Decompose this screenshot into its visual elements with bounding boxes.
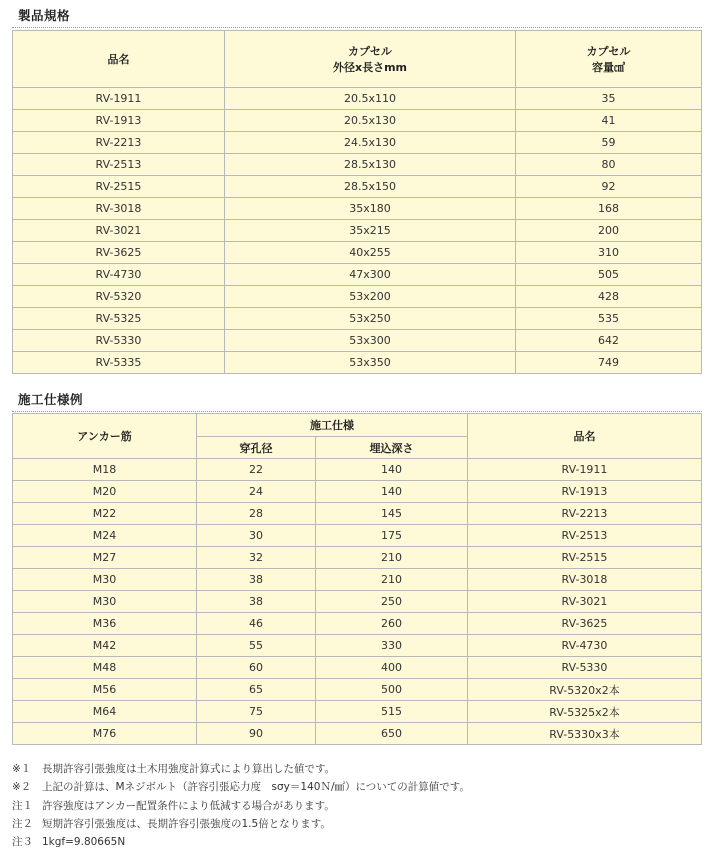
product-name-cell: RV-5320x2本	[468, 679, 702, 701]
capsule-capacity-cell: 642	[516, 330, 702, 352]
capsule-capacity-cell: 41	[516, 110, 702, 132]
table-row	[13, 657, 702, 679]
embed-depth-cell: 650	[316, 723, 468, 745]
note-item	[12, 778, 702, 796]
header-capacity	[516, 31, 702, 88]
anchor-cell: M76	[13, 723, 197, 745]
embed-depth-cell: 260	[316, 613, 468, 635]
table-row	[13, 481, 702, 503]
table-row	[13, 591, 702, 613]
table-row	[13, 286, 702, 308]
capsule-size-cell: 53x250	[225, 308, 516, 330]
product-name-cell: RV-1911	[468, 459, 702, 481]
anchor-cell: M64	[13, 701, 197, 723]
header-construction-spec: 施工仕様	[197, 414, 468, 437]
header-hole-diameter: 穿孔径	[197, 437, 316, 459]
product-name-cell: RV-5330	[13, 330, 225, 352]
hole-diameter-cell: 30	[197, 525, 316, 547]
embed-depth-cell: 145	[316, 503, 468, 525]
embed-depth-cell: 140	[316, 459, 468, 481]
embed-depth-cell: 515	[316, 701, 468, 723]
table-row	[13, 242, 702, 264]
note-mark: ※１	[12, 763, 32, 775]
table-row	[13, 525, 702, 547]
note-text: 短期許容引張強度は、長期許容引張強度の1.5倍となります。	[42, 817, 331, 830]
product-name-cell: RV-2513	[13, 154, 225, 176]
anchor-cell: M20	[13, 481, 197, 503]
product-name-cell: RV-5325	[13, 308, 225, 330]
note-item	[12, 833, 702, 851]
table-row	[13, 176, 702, 198]
hole-diameter-cell: 65	[197, 679, 316, 701]
embed-depth-cell: 210	[316, 569, 468, 591]
product-name-cell: RV-2515	[468, 547, 702, 569]
table-row	[13, 459, 702, 481]
anchor-cell: M30	[13, 569, 197, 591]
anchor-cell: M27	[13, 547, 197, 569]
embed-depth-cell: 250	[316, 591, 468, 613]
product-name-cell: RV-2213	[13, 132, 225, 154]
anchor-cell: M22	[13, 503, 197, 525]
hole-diameter-cell: 75	[197, 701, 316, 723]
product-name-cell: RV-1913	[13, 110, 225, 132]
note-text: 1kgf=9.80665N	[42, 836, 126, 849]
header-capsule-line2: 外径x長さmm	[332, 61, 408, 74]
table-row	[13, 352, 702, 374]
header-embed-depth: 埋込深さ	[316, 437, 468, 459]
header-capsule-line1: カプセル	[348, 45, 392, 58]
table-row	[13, 701, 702, 723]
capsule-capacity-cell: 92	[516, 176, 702, 198]
capsule-capacity-cell: 428	[516, 286, 702, 308]
capsule-size-cell: 20.5x130	[225, 110, 516, 132]
capsule-capacity-cell: 59	[516, 132, 702, 154]
product-name-cell: RV-5325x2本	[468, 701, 702, 723]
header-anchor: アンカー筋	[13, 414, 197, 459]
header-product-name: 品名	[468, 414, 702, 459]
table-row	[13, 635, 702, 657]
table-row	[13, 88, 702, 110]
anchor-cell: M42	[13, 635, 197, 657]
capsule-capacity-cell: 749	[516, 352, 702, 374]
table-row	[13, 154, 702, 176]
table-row	[13, 330, 702, 352]
hole-diameter-cell: 32	[197, 547, 316, 569]
embed-depth-cell: 400	[316, 657, 468, 679]
product-name-cell: RV-5330x3本	[468, 723, 702, 745]
capsule-capacity-cell: 200	[516, 220, 702, 242]
table-row	[13, 220, 702, 242]
capsule-size-cell: 53x300	[225, 330, 516, 352]
product-name-cell: RV-5330	[468, 657, 702, 679]
product-name-cell: RV-3625	[13, 242, 225, 264]
table-row	[13, 723, 702, 745]
hole-diameter-cell: 90	[197, 723, 316, 745]
anchor-cell: M48	[13, 657, 197, 679]
note-item	[12, 797, 702, 815]
note-text: 許容強度はアンカー配置条件により低減する場合があります。	[42, 799, 335, 812]
hole-diameter-cell: 22	[197, 459, 316, 481]
product-name-cell: RV-3625	[468, 613, 702, 635]
note-mark: 注１	[12, 799, 33, 812]
anchor-cell: M24	[13, 525, 197, 547]
header-capacity-line1: カプセル	[586, 45, 631, 58]
hole-diameter-cell: 60	[197, 657, 316, 679]
capsule-capacity-cell: 505	[516, 264, 702, 286]
header-capacity-line2: 容量㎤	[592, 61, 625, 74]
anchor-cell: M36	[13, 613, 197, 635]
anchor-cell: M56	[13, 679, 197, 701]
capsule-size-cell: 28.5x150	[225, 176, 516, 198]
table-row	[13, 110, 702, 132]
capsule-size-cell: 24.5x130	[225, 132, 516, 154]
product-name-cell: RV-5335	[13, 352, 225, 374]
hole-diameter-cell: 38	[197, 591, 316, 613]
embed-depth-cell: 175	[316, 525, 468, 547]
product-name-cell: RV-3018	[468, 569, 702, 591]
table-row	[13, 569, 702, 591]
table-row	[13, 132, 702, 154]
note-text: 長期許容引張強度は土木用強度計算式により算出した値です。	[42, 763, 336, 775]
capsule-capacity-cell: 80	[516, 154, 702, 176]
product-spec-table	[12, 30, 702, 374]
product-name-cell: RV-4730	[468, 635, 702, 657]
product-name-cell: RV-1911	[13, 88, 225, 110]
note-mark: ※２	[12, 781, 32, 794]
header-capsule-size	[225, 31, 516, 88]
capsule-capacity-cell: 168	[516, 198, 702, 220]
note-mark: 注３	[12, 836, 33, 849]
capsule-capacity-cell: 535	[516, 308, 702, 330]
capsule-size-cell: 53x350	[225, 352, 516, 374]
table-row	[13, 503, 702, 525]
hole-diameter-cell: 55	[197, 635, 316, 657]
capsule-size-cell: 47x300	[225, 264, 516, 286]
embed-depth-cell: 330	[316, 635, 468, 657]
note-item	[12, 760, 702, 778]
hole-diameter-cell: 38	[197, 569, 316, 591]
table-row	[13, 679, 702, 701]
product-name-cell: RV-2515	[13, 176, 225, 198]
table-row	[13, 264, 702, 286]
product-name-cell: RV-2213	[468, 503, 702, 525]
product-name-cell: RV-3021	[13, 220, 225, 242]
anchor-cell: M18	[13, 459, 197, 481]
product-name-cell: RV-3018	[13, 198, 225, 220]
embed-depth-cell: 140	[316, 481, 468, 503]
product-name-cell: RV-4730	[13, 264, 225, 286]
construction-spec-table	[12, 413, 702, 745]
note-item	[12, 815, 702, 833]
product-name-cell: RV-2513	[468, 525, 702, 547]
hole-diameter-cell: 24	[197, 481, 316, 503]
product-name-cell: RV-3021	[468, 591, 702, 613]
anchor-cell: M30	[13, 591, 197, 613]
header-row	[13, 31, 702, 88]
header-name: 品名	[13, 31, 225, 88]
table-row	[13, 613, 702, 635]
section-title-construction-example: 施工仕様例	[12, 390, 702, 412]
table-row	[13, 198, 702, 220]
capsule-size-cell: 35x180	[225, 198, 516, 220]
embed-depth-cell: 500	[316, 679, 468, 701]
section-title-product-spec: 製品規格	[12, 6, 702, 28]
hole-diameter-cell: 46	[197, 613, 316, 635]
capsule-size-cell: 40x255	[225, 242, 516, 264]
capsule-capacity-cell: 35	[516, 88, 702, 110]
header-row-1	[13, 414, 702, 437]
notes-list	[12, 760, 702, 851]
capsule-size-cell: 53x200	[225, 286, 516, 308]
embed-depth-cell: 210	[316, 547, 468, 569]
product-name-cell: RV-1913	[468, 481, 702, 503]
capsule-size-cell: 28.5x130	[225, 154, 516, 176]
table-row	[13, 308, 702, 330]
hole-diameter-cell: 28	[197, 503, 316, 525]
capsule-size-cell: 35x215	[225, 220, 516, 242]
capsule-size-cell: 20.5x110	[225, 88, 516, 110]
table-row	[13, 547, 702, 569]
capsule-capacity-cell: 310	[516, 242, 702, 264]
note-mark: 注２	[12, 817, 33, 830]
product-name-cell: RV-5320	[13, 286, 225, 308]
note-text: 上記の計算は、Mネジボルト（許容引張応力度 sσy＝140Ｎ/㎟）についての計算値です。	[42, 781, 470, 794]
